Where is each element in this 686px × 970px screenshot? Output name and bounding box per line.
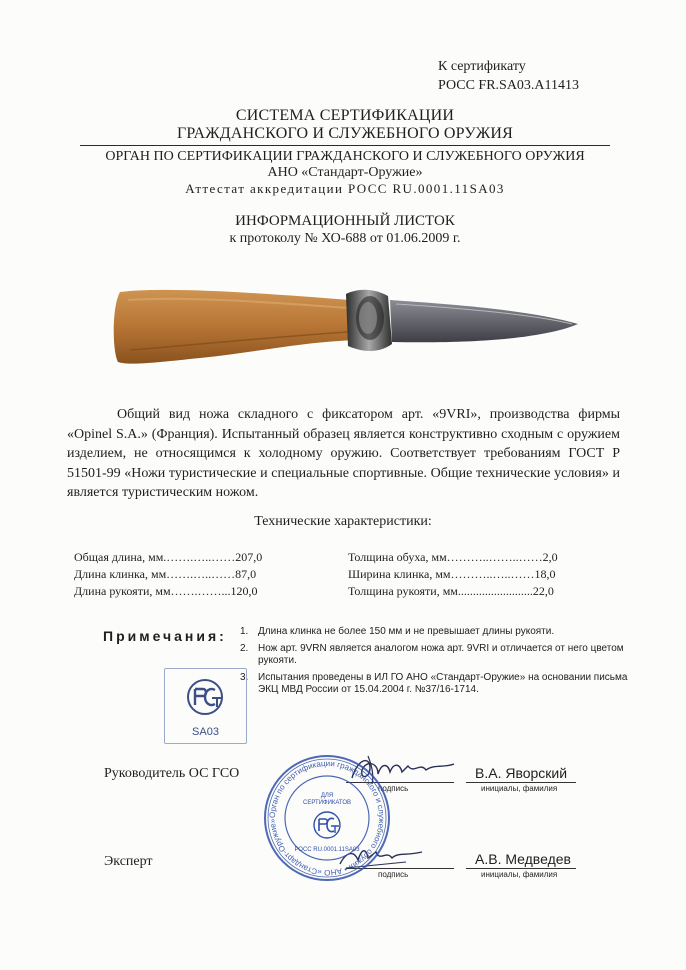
system-title-line-1: СИСТЕМА СЕРТИФИКАЦИИ [235, 107, 455, 124]
spec-blade-width: Ширина клинка, мм………..…..……18,0 [348, 567, 556, 581]
spec-handle-thickness: Толщина рукояти, мм.........................22,0 [348, 584, 554, 598]
description-paragraph: Общий вид ножа складного с фиксатором арт. «9VRI», производства фирмы «Opinel S.A.» (Франция). Испытанный образец является конструктивно сходным с оружием изделием, не относящимся к холодному оружию. Соответствует требованиям ГОСТ Р 51501-99 «Ножи туристические и специальные спортивные. Общие технические условия» и является туристическим ножом. [67, 407, 620, 500]
stamp-inner-line-1: ДЛЯ [320, 793, 334, 799]
note-text: Испытания проведены в ИЛ ГО АНО «Стандарт-Оружие» на основании письма ЭКЦ МВД России от 15.04.2004 г. №37/16-1714. [258, 672, 628, 695]
note-number: 2. [240, 643, 249, 654]
spec-spine-thickness: Толщина обуха, мм………..……..……2,0 [348, 550, 558, 564]
reference-line-1: К сертификату [438, 59, 526, 74]
spec-handle-length: Длина рукояти, мм…….……...120,0 [74, 584, 258, 598]
spec-blade-length: Длина клинка, мм…….…..……87,0 [74, 567, 257, 581]
notes-list [240, 626, 630, 701]
certification-mark [164, 668, 247, 744]
header-divider [80, 145, 610, 146]
notes-label: Примечания: [103, 628, 227, 644]
protocol-line: к протоколу № ХО-688 от 01.06.2009 г. [229, 231, 461, 246]
note-number: 3. [240, 672, 249, 683]
expert-signature-caption: подпись [378, 870, 409, 879]
note-item [240, 643, 630, 667]
stamp-inner-line-2: СЕРТИФИКАТОВ [302, 800, 352, 806]
system-title-line-2: ГРАЖДАНСКОГО И СЛУЖЕБНОГО ОРУЖИЯ [176, 125, 514, 142]
note-text: Длина клинка не более 150 мм и не превышает длины рукояти. [258, 626, 555, 637]
note-item [240, 626, 630, 638]
certificate-reference [438, 57, 579, 95]
note-item [240, 672, 630, 696]
reference-line-2: РОСС FR.SA03.A11413 [438, 78, 580, 93]
knife-image [110, 280, 590, 380]
stamp-ring-text: Орган по сертификации гражданского и служебного оружия • АНО «Стандарт-Оружие» [267, 758, 387, 878]
head-name: В.А. Яворский [475, 765, 568, 781]
head-signature-caption: подпись [378, 784, 409, 793]
expert-name-line [466, 868, 576, 869]
note-number: 1. [240, 626, 249, 637]
rst-logo-icon [165, 669, 249, 721]
stamp-rst-icon [314, 812, 340, 838]
expert-name-caption: инициалы, фамилия [481, 870, 558, 879]
expert-role-label: Эксперт [104, 854, 153, 869]
stamp-code: РОСС RU.0001.11SA03 [294, 847, 360, 853]
organ-title: ОРГАН ПО СЕРТИФИКАЦИИ ГРАЖДАНСКОГО И СЛУЖЕБНОГО ОРУЖИЯ [105, 149, 585, 164]
tech-specs-title: Технические характеристики: [254, 514, 432, 529]
head-name-caption: инициалы, фамилия [481, 784, 558, 793]
organ-name: АНО «Стандарт-Оружие» [267, 165, 423, 180]
organization-stamp [262, 753, 392, 883]
mark-code: SA03 [192, 726, 219, 738]
spec-overall-length: Общая длина, мм.…….…..……207,0 [74, 550, 263, 564]
info-sheet-title: ИНФОРМАЦИОННЫЙ ЛИСТОК [235, 213, 455, 229]
accreditation-line: Аттестат аккредитации РОСС RU.0001.11SA03 [185, 181, 505, 196]
head-name-line [466, 782, 576, 783]
head-role-label: Руководитель ОС ГСО [104, 766, 240, 781]
note-text: Нож арт. 9VRN является аналогом ножа арт. 9VRI и отличается от него цветом рукояти. [258, 643, 624, 666]
expert-name: А.В. Медведев [475, 851, 571, 867]
